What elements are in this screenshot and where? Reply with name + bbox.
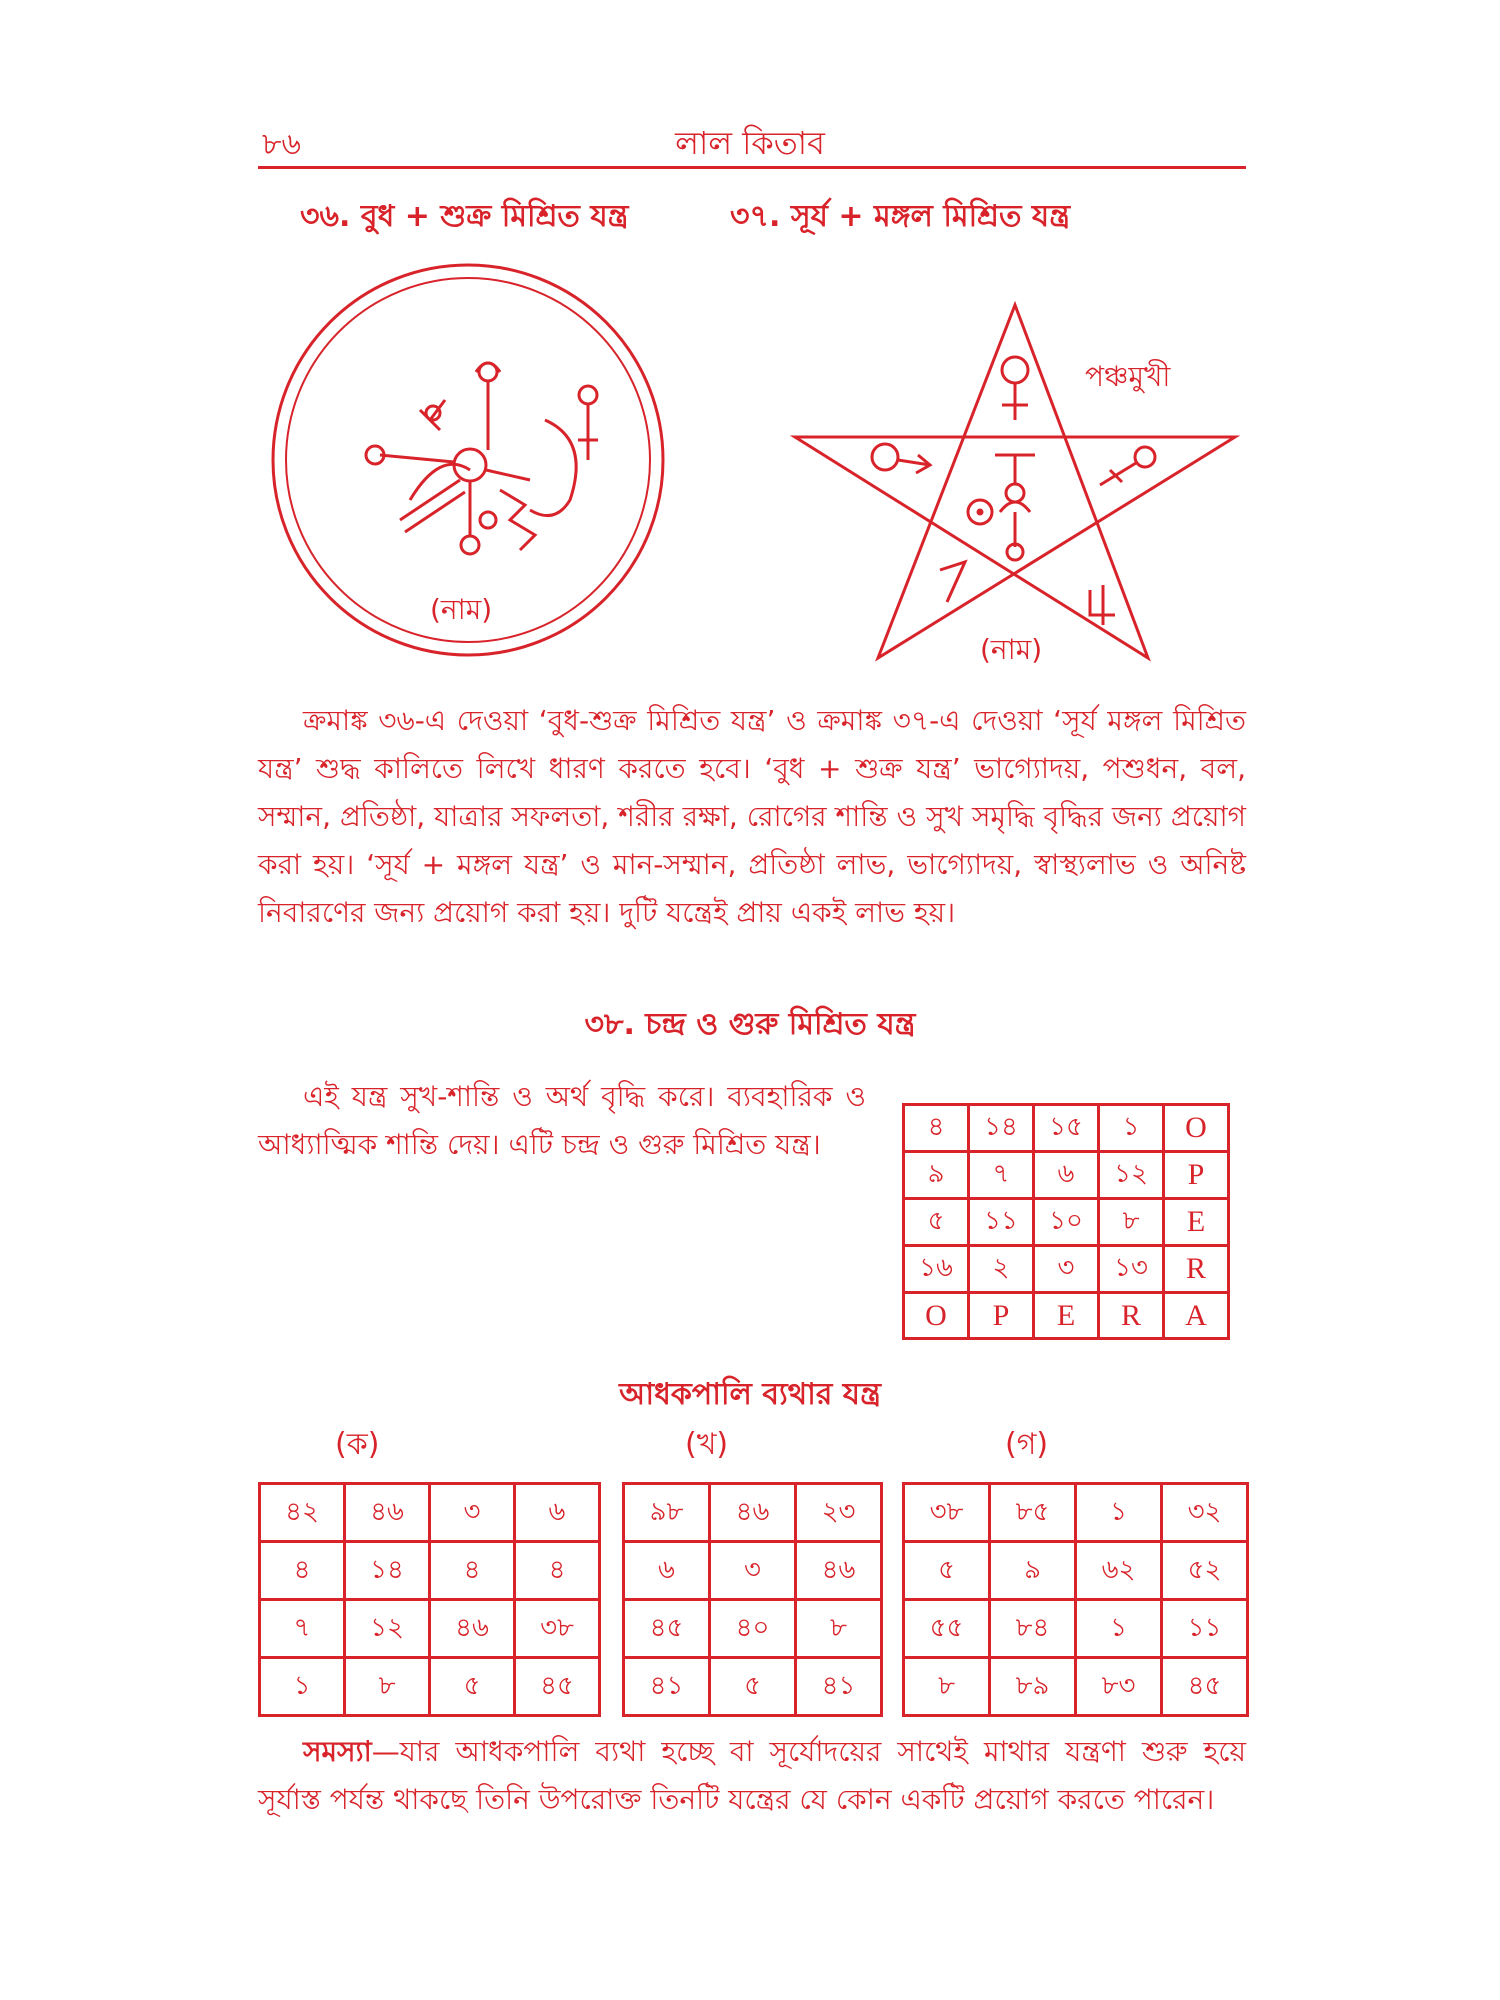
grid-cell: ৪৬ bbox=[710, 1484, 796, 1542]
grid-cell: ৭ bbox=[260, 1600, 345, 1658]
grid-cell: ৬২ bbox=[1076, 1542, 1162, 1600]
grid-cell: O bbox=[1164, 1105, 1229, 1152]
table-row bbox=[904, 1246, 1229, 1293]
grid-cell: A bbox=[1164, 1293, 1229, 1339]
grid-cell: ৮ bbox=[904, 1658, 990, 1716]
grid-cell: ৩৮ bbox=[904, 1484, 990, 1542]
grid-cell: ১২ bbox=[345, 1600, 430, 1658]
grid-cell: ৬ bbox=[624, 1542, 710, 1600]
table-row bbox=[904, 1542, 1248, 1600]
grid-cell: ১৩ bbox=[1099, 1246, 1164, 1293]
grid-cell: ৪১ bbox=[796, 1658, 882, 1716]
figure-36-caption: ৩৬. বুধ + শুক্র মিশ্রিত যন্ত্র bbox=[300, 199, 629, 234]
table-row bbox=[904, 1199, 1229, 1246]
section-38-description: এই যন্ত্র সুখ-শান্তি ও অর্থ বৃদ্ধি করে। ব্যবহারিক ও আধ্যাত্মিক শান্তি দেয়। এটি চন্দ্র ও গুরু মিশ্রিত যন্ত্র। bbox=[258, 1080, 866, 1161]
table-row bbox=[624, 1600, 882, 1658]
grid-cell: ১ bbox=[1099, 1105, 1164, 1152]
paragraph-36-37-description: ক্রমাঙ্ক ৩৬-এ দেওয়া ‘বুধ-শুক্র মিশ্রিত যন্ত্র’ ও ক্রমাঙ্ক ৩৭-এ দেওয়া ‘সূর্য মঙ্গল মিশ্রিত যন্ত্র’ শুদ্ধ কালিতে লিখে ধারণ করতে হবে। ‘বুধ + শুক্র যন্ত্র’ ভাগ্যোদয়, পশুধন, বল, সম্মান, প্রতিষ্ঠা, যাত্রার সফলতা, শরীর রক্ষা, রোগের শান্তি ও সুখ সমৃদ্ধি বৃদ্ধির জন্য প্রয়োগ করা হয়। ‘সূর্য + মঙ্গল যন্ত্র’ ও মান-সম্মান, প্রতিষ্ঠা লাভ, ভাগ্যোদয়, স্বাস্থ্যলাভ ও অনিষ্ট নিবারণের জন্য প্রয়োগ করা হয়। দুটি যন্ত্রেই প্রায় একই লাভ হয়। bbox=[258, 704, 1246, 929]
grid-cell: P bbox=[969, 1293, 1034, 1339]
grid-cell: ৩২ bbox=[1162, 1484, 1248, 1542]
grid-cell: ৪৫ bbox=[1162, 1658, 1248, 1716]
grid-cell: ১ bbox=[1076, 1600, 1162, 1658]
grid-cell: ৯৮ bbox=[624, 1484, 710, 1542]
grid-cell: ৪ bbox=[430, 1542, 515, 1600]
grid-cell: ৩ bbox=[1034, 1246, 1099, 1293]
table-row bbox=[904, 1484, 1248, 1542]
grid-cell: P bbox=[1164, 1152, 1229, 1199]
grid-cell: ৪০ bbox=[710, 1600, 796, 1658]
grid-cell: ২৩ bbox=[796, 1484, 882, 1542]
label-ka: (ক) bbox=[335, 1427, 380, 1462]
grid-cell: ১২ bbox=[1099, 1152, 1164, 1199]
grid-cell: ১৫ bbox=[1034, 1105, 1099, 1152]
grid-cell: ৩৮ bbox=[515, 1600, 600, 1658]
table-row bbox=[904, 1658, 1248, 1716]
table-row bbox=[904, 1293, 1229, 1339]
grid-cell: ১ bbox=[1076, 1484, 1162, 1542]
grid-cell: ৮ bbox=[1099, 1199, 1164, 1246]
grid-cell: ৮৫ bbox=[990, 1484, 1076, 1542]
label-kha: (খ) bbox=[685, 1427, 729, 1462]
problem-text: —যার আধকপালি ব্যথা হচ্ছে বা সূর্যোদয়ের সাথেই মাথার যন্ত্রণা শুরু হয়ে সূর্যাস্ত পর্যন্ত থাকছে তিনি উপরোক্ত তিনটি যন্ত্রের যে কোন একটি প্রয়োগ করতে পারেন। bbox=[258, 1735, 1246, 1816]
label-ga: (গ) bbox=[1005, 1427, 1049, 1462]
grid-cell: O bbox=[904, 1293, 969, 1339]
grid-cell: ৮৩ bbox=[1076, 1658, 1162, 1716]
figure-37-caption: ৩৭. সূর্য + মঙ্গল মিশ্রিত যন্ত্র bbox=[730, 199, 1071, 234]
grid-cell: ৮ bbox=[796, 1600, 882, 1658]
grid-cell: ৪৫ bbox=[624, 1600, 710, 1658]
grid-cell: ৬ bbox=[515, 1484, 600, 1542]
grid-cell: ৪ bbox=[904, 1105, 969, 1152]
grid-cell: ১৪ bbox=[969, 1105, 1034, 1152]
grid-cell: ৩ bbox=[710, 1542, 796, 1600]
grid-cell: R bbox=[1099, 1293, 1164, 1339]
table-row bbox=[260, 1542, 600, 1600]
figure-37-name-label: (নাম) bbox=[980, 633, 1043, 666]
grid-cell: ৪৬ bbox=[796, 1542, 882, 1600]
table-row bbox=[624, 1484, 882, 1542]
table-row bbox=[624, 1542, 882, 1600]
grid-cell: ৯ bbox=[904, 1152, 969, 1199]
grid-cell: ৪১ bbox=[624, 1658, 710, 1716]
grid-cell: ১ bbox=[260, 1658, 345, 1716]
grid-cell: ৫ bbox=[430, 1658, 515, 1716]
table-row bbox=[260, 1658, 600, 1716]
table-row bbox=[260, 1484, 600, 1542]
grid-cell: E bbox=[1034, 1293, 1099, 1339]
grid-cell: ৯ bbox=[990, 1542, 1076, 1600]
grid-cell: ৮ bbox=[345, 1658, 430, 1716]
grid-cell: ৩ bbox=[430, 1484, 515, 1542]
table-row bbox=[260, 1600, 600, 1658]
grid-cell: ৪৫ bbox=[515, 1658, 600, 1716]
grid-cell: ৮৯ bbox=[990, 1658, 1076, 1716]
grid-cell: ১৬ bbox=[904, 1246, 969, 1293]
grid-cell: ৪৬ bbox=[430, 1600, 515, 1658]
problem-label: সমস্যা bbox=[303, 1735, 372, 1768]
grid-cell: ৪৬ bbox=[345, 1484, 430, 1542]
grid-cell: ২ bbox=[969, 1246, 1034, 1293]
table-row bbox=[624, 1658, 882, 1716]
grid-cell: ৪২ bbox=[260, 1484, 345, 1542]
running-title: লাল কিতাব bbox=[675, 124, 825, 162]
grid-cell: ৮৪ bbox=[990, 1600, 1076, 1658]
grid-cell: ১৪ bbox=[345, 1542, 430, 1600]
section-38-title: ৩৮. চন্দ্র ও গুরু মিশ্রিত যন্ত্র bbox=[584, 1007, 916, 1042]
figure-36-name-label: (নাম) bbox=[430, 593, 493, 626]
grid-cell: ৫২ bbox=[1162, 1542, 1248, 1600]
grid-cell: ৪ bbox=[260, 1542, 345, 1600]
grid-cell: ৬ bbox=[1034, 1152, 1099, 1199]
grid-cell: ৭ bbox=[969, 1152, 1034, 1199]
grid-cell: ৫ bbox=[904, 1199, 969, 1246]
grid-cell: ৪ bbox=[515, 1542, 600, 1600]
grid-cell: E bbox=[1164, 1199, 1229, 1246]
grid-cell: ১১ bbox=[969, 1199, 1034, 1246]
grid-cell: ৫ bbox=[904, 1542, 990, 1600]
page-number: ৮৬ bbox=[262, 127, 301, 162]
grid-cell: R bbox=[1164, 1246, 1229, 1293]
table-row bbox=[904, 1152, 1229, 1199]
grid-cell: ১১ bbox=[1162, 1600, 1248, 1658]
migraine-table-ka bbox=[258, 1482, 601, 1717]
yantra-figures bbox=[0, 0, 1500, 700]
migraine-table-ga bbox=[902, 1482, 1249, 1717]
migraine-table-kha bbox=[622, 1482, 883, 1717]
moon-jupiter-yantra-grid bbox=[902, 1103, 1230, 1340]
grid-cell: ৫৫ bbox=[904, 1600, 990, 1658]
migraine-problem-paragraph bbox=[258, 1728, 1246, 1824]
pentagram-side-label: পঞ্চমুখী bbox=[1085, 360, 1171, 393]
table-row bbox=[904, 1105, 1229, 1152]
migraine-yantra-title: আধকপালি ব্যথার যন্ত্র bbox=[619, 1377, 881, 1412]
grid-cell: ৫ bbox=[710, 1658, 796, 1716]
grid-cell: ১০ bbox=[1034, 1199, 1099, 1246]
table-row bbox=[904, 1600, 1248, 1658]
